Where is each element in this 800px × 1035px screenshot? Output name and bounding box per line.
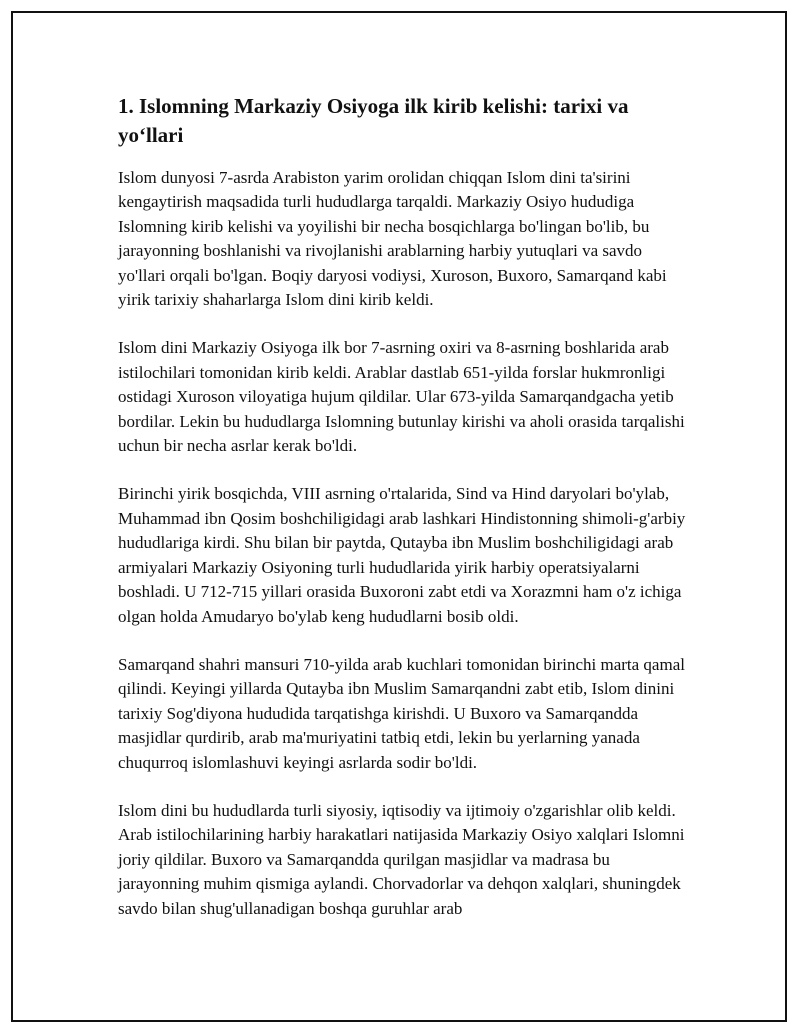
paragraph-5: Islom dini bu hududlarda turli siyosiy, iqtisodiy va ijtimoiy o'zgarishlar olib keldi. Arab istilochilarining harbiy harakatlari natijasida Markaziy Osiyo xalqlari Islomni joriy qildilar. Buxoro va Samarqandda qurilgan masjidlar va madrasa bu jarayonning muhim qismiga aylandi. Chorvadorlar va dehqon xalqlari, shuningdek savdo bilan shug'ullanadigan boshqa guruhlar arab <box>118 800 685 918</box>
document-body <box>118 92 688 945</box>
paragraph-3: Birinchi yirik bosqichda, VIII asrning o'rtalarida, Sind va Hind daryolari bo'ylab, Muhammad ibn Qosim boshchiligidagi arab lashkari Hindistonning shimoli-g'arbiy hududlariga kirdi. Shu bilan bir paytda, Qutayba ibn Muslim boshchiligidagi arab armiyalari Markaziy Osiyoning turli hududlarida yirik harbiy operatsiyalarni boshladi. U 712-715 yillari orasida Buxoroni zabt etdi va Xorazmni ham o'z ichiga olgan holda Amudaryo bo'ylab keng hududlarni bosib oldi. <box>118 484 686 626</box>
paragraph-1: Islom dunyosi 7-asrda Arabiston yarim orolidan chiqqan Islom dini ta'sirini kengaytirish maqsadida turli hududlarga tarqaldi. Markaziy Osiyo hududiga Islomning kirib kelishi va yoyilishi bir necha bosqichlarga bo'lingan bo'lib, bu jarayonning boshlanishi va rivojlanishi arablarning harbiy yutuqlari va savdo yo'llari orqali bo'lgan. Boqiy daryosi vodiysi, Xuroson, Buxoro, Samarqand kabi yirik tarixiy shaharlarga Islom dini kirib keldi. <box>118 168 667 310</box>
paragraph-4: Samarqand shahri mansuri 710-yilda arab kuchlari tomonidan birinchi marta qamal qilindi. Keyingi yillarda Qutayba ibn Muslim Samarqandni zabt etib, Islom dinini tarixiy Sog'diyona hududida tarqatishga kirishdi. U Buxoro va Samarqandda masjidlar qurdirib, arab ma'muriyatini tatbiq etdi, lekin bu yerlarning yanada chuqurroq islomlashuvi keyingi asrlarda sodir bo'ldi. <box>118 654 685 772</box>
section-title: 1. Islomning Markaziy Osiyoga ilk kirib kelishi: tarixi va yo‘llari <box>118 94 629 147</box>
paragraph-2: Islom dini Markaziy Osiyoga ilk bor 7-asrning oxiri va 8-asrning boshlarida arab istilochilari tomonidan kirib keldi. Arablar dastlab 651-yilda forslar hukmronligi ostidagi Xuroson viloyatiga hujum qildilar. Ular 673-yilda Samarqandgacha yetib bordilar. Lekin bu hududlarga Islomning butunlay kirishi va aholi orasida tarqalishi uchun bir necha asrlar kerak bo'ldi. <box>118 338 685 456</box>
